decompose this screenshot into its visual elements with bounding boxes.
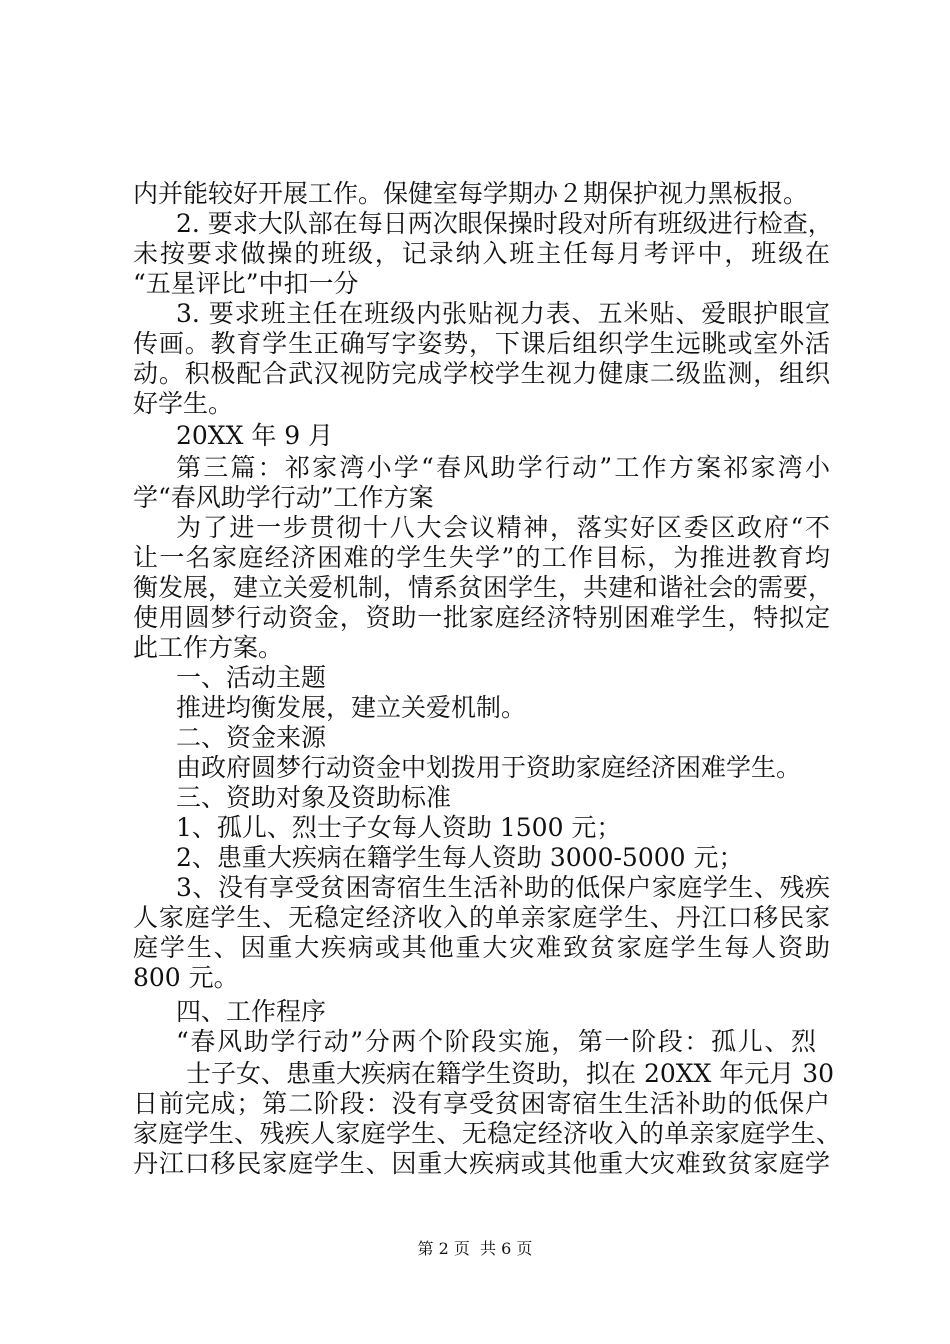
subheading: 四、工作程序 [176,997,327,1026]
text-line: 2. 要求大队部在每日两次眼保操时段对所有班级进行检查， [176,209,833,238]
text-line: 家庭学生、残疾人家庭学生、无稳定经济收入的单亲家庭学生、 [133,1119,841,1148]
text-line: 庭学生、因重大疾病或其他重大灾难致贫家庭学生每人资助 [133,933,830,962]
text-line: 未按要求做操的班级，记录纳入班主任每月考评中，班级在 [133,239,830,268]
text-line: 由政府圆梦行动资金中划拨用于资助家庭经济困难学生。 [176,753,802,782]
subheading: 二、资金来源 [176,723,327,752]
text-line: 让一名家庭经济困难的学生失学”的工作目标，为推进教育均 [133,543,830,572]
text-line: 传画。教育学生正确写字姿势，下课后组织学生远眺或室外活 [133,329,830,358]
text-line: 丹江口移民家庭学生、因重大疾病或其他重大灾难致贫家庭学 [133,1149,830,1178]
text-line: 士子女、患重大疾病在籍学生资助，拟在 20XX 年元月 30 [186,1059,835,1088]
text-line: 好学生。 [133,389,234,418]
text-line: 推进均衡发展，建立关爱机制。 [176,693,527,722]
text-line: 内并能较好开展工作。保健室每学期办２期保护视力黑板报。 [133,179,809,208]
text-line: 1、孤儿、烈士子女每人资助 1500 元； [176,813,622,842]
subheading: 一、活动主题 [176,663,327,692]
text-line: 3. 要求班主任在班级内张贴视力表、五米贴、爱眼护眼宣 [176,299,830,328]
text-line: 使用圆梦行动资金，资助一批家庭经济特别困难学生，特拟定 [133,603,830,632]
text-line: 2、患重大疾病在籍学生每人资助 3000-5000 元； [176,843,744,872]
date-line: 20XX 年 9 月 [176,421,334,450]
text-line: “春风助学行动”分两个阶段实施，第一阶段：孤儿、烈 [176,1027,816,1056]
section-heading: 学“春风助学行动”工作方案 [133,483,434,512]
text-line: “五星评比”中扣一分 [133,269,359,298]
text-line: 3、没有享受贫困寄宿生生活补助的低保户家庭学生、残疾 [176,873,830,902]
section-heading: 第三篇：祁家湾小学“春风助学行动”工作方案祁家湾小 [176,453,830,482]
text-line: 此工作方案。 [133,633,284,662]
text-line: 动。积极配合武汉视防完成学校学生视力健康二级监测，组织 [133,359,830,388]
text-line: 800 元。 [133,963,239,992]
text-line: 日前完成；第二阶段：没有享受贫困寄宿生生活补助的低保户 [133,1089,830,1118]
text-line: 衡发展，建立关爱机制，情系贫困学生，共建和谐社会的需要， [133,573,834,602]
page-footer: 第 2 页 共 6 页 [417,1239,533,1258]
text-line: 为了进一步贯彻十八大会议精神，落实好区委区政府“不 [176,513,830,542]
subheading: 三、资助对象及资助标准 [176,783,452,812]
text-line: 人家庭学生、无稳定经济收入的单亲家庭学生、丹江口移民家 [133,903,830,932]
